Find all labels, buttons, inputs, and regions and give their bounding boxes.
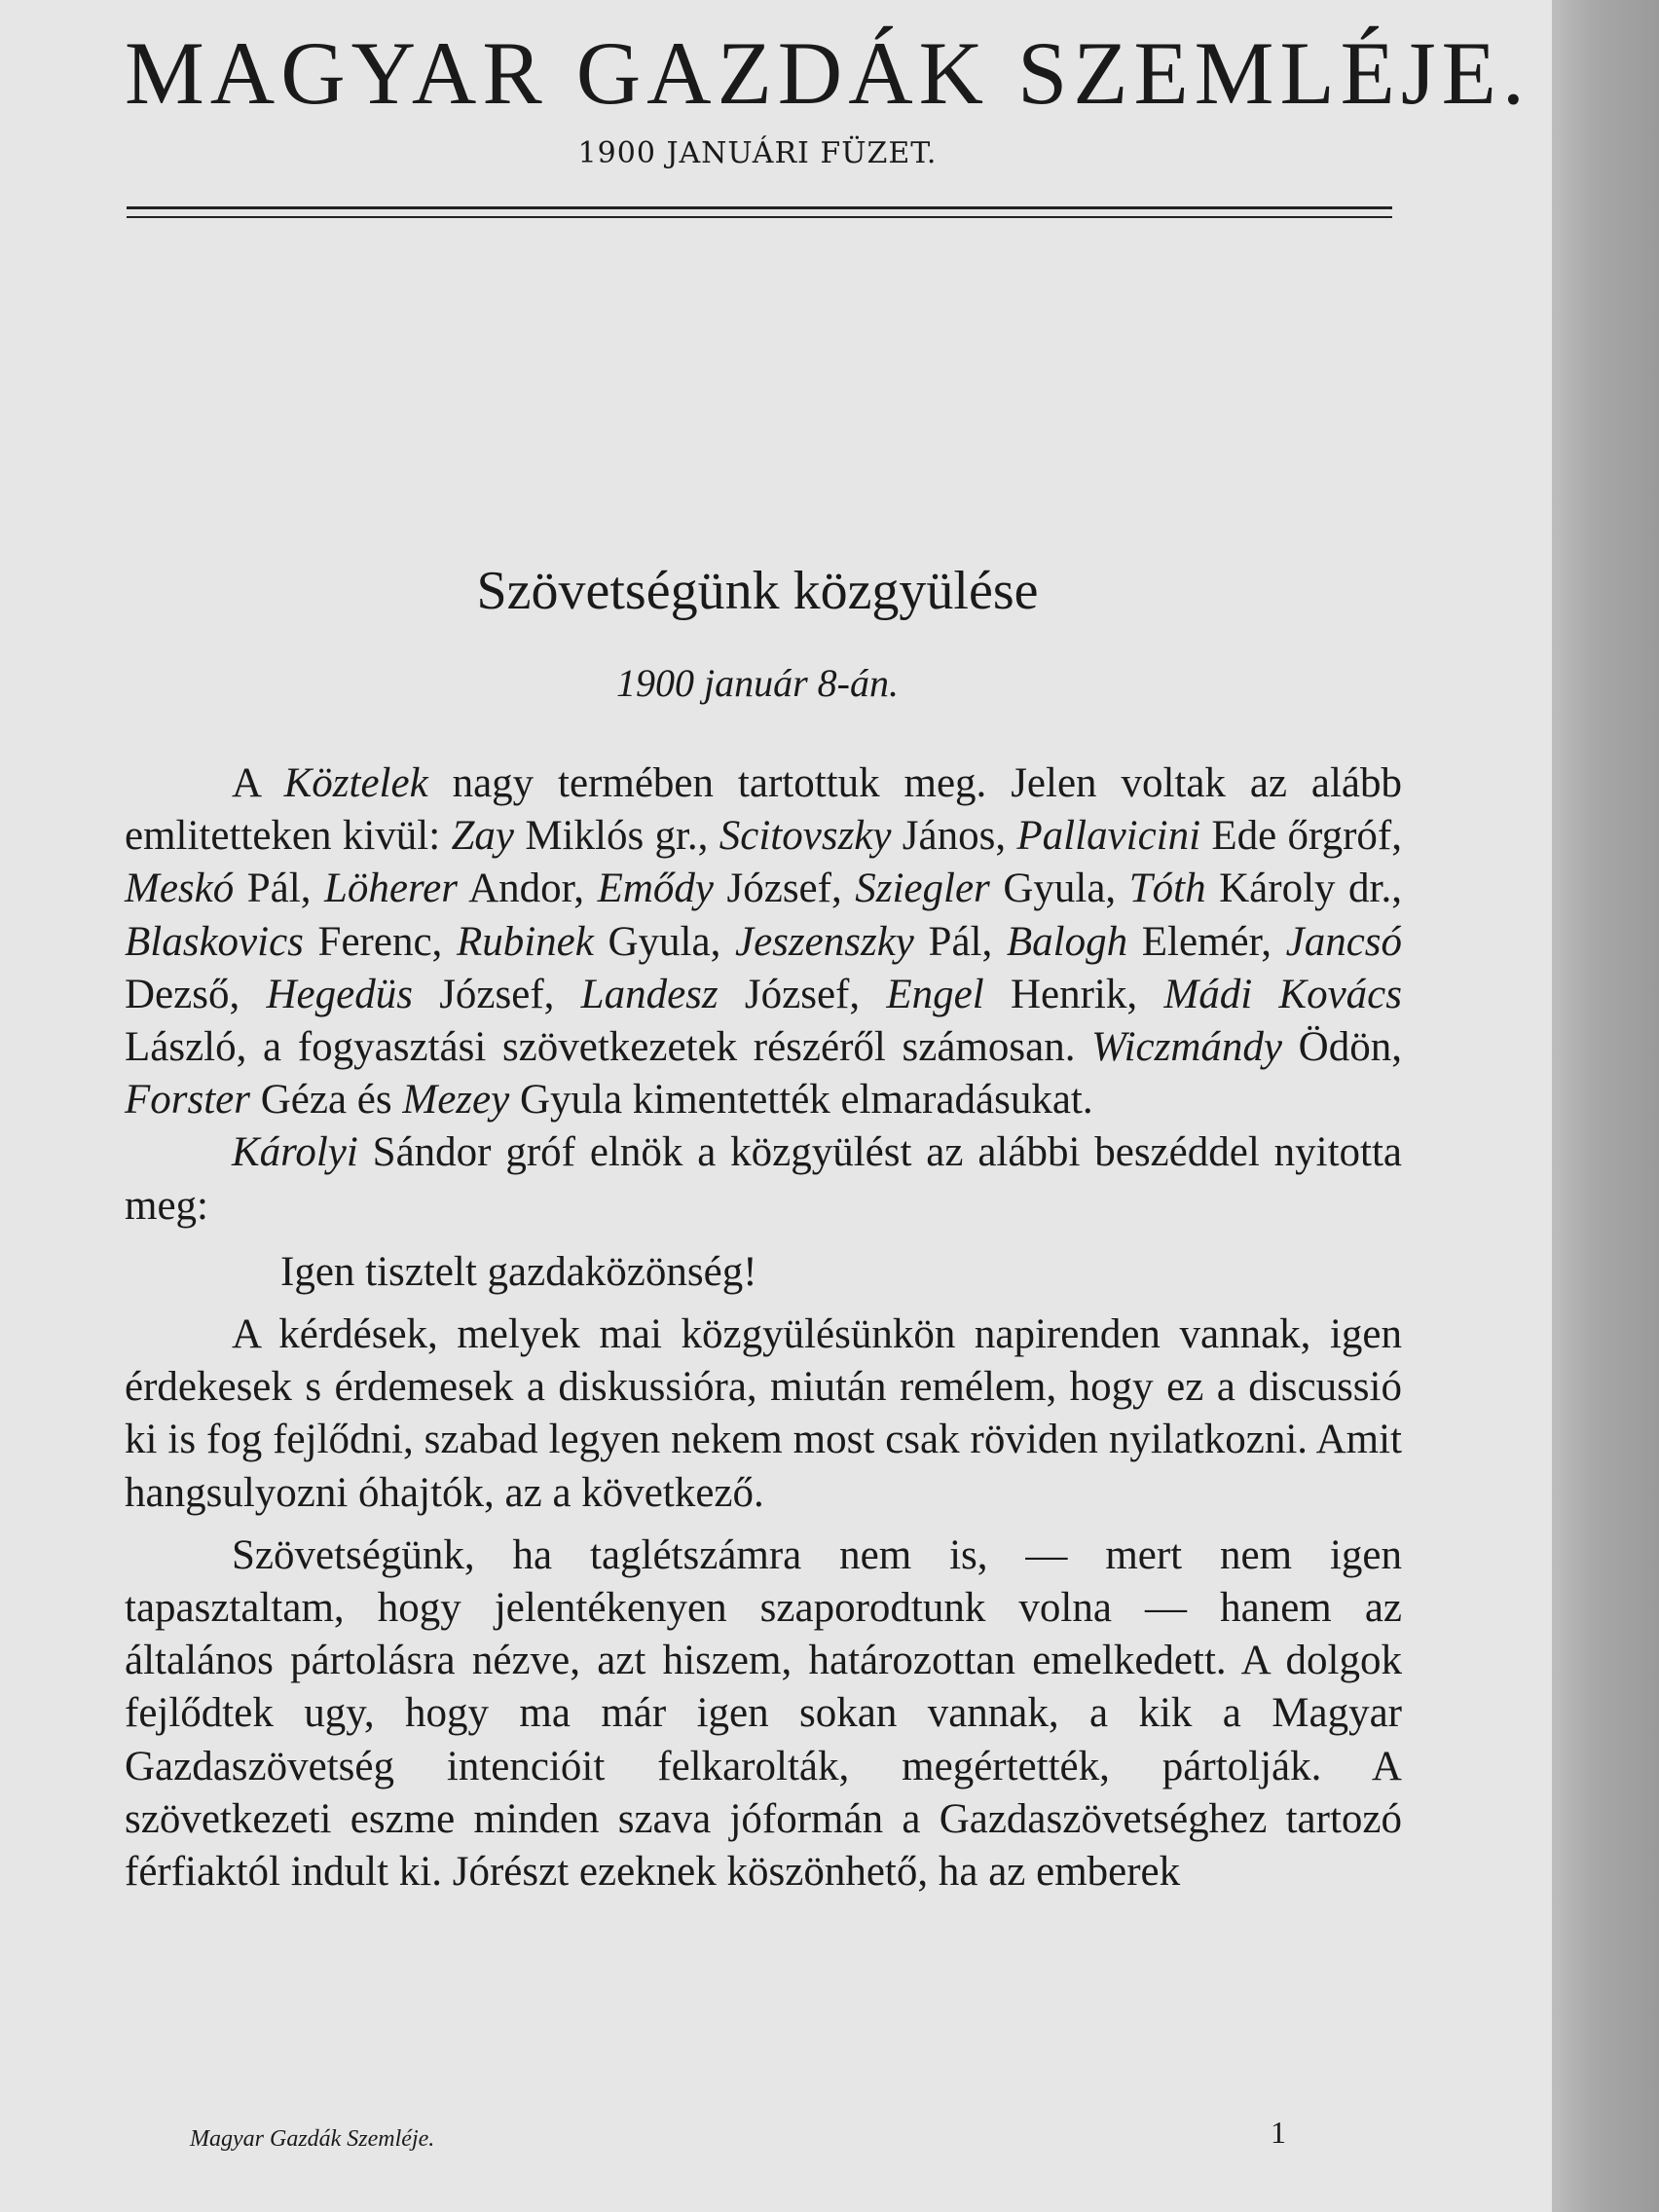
adjacent-page-edge — [1552, 0, 1659, 2212]
person-name: Jeszenszky — [735, 918, 914, 965]
header-rule-bottom — [127, 216, 1392, 218]
article-date: 1900 január 8-án. — [616, 661, 899, 705]
person-name: Rubinek — [456, 918, 594, 965]
page-number: 1 — [1271, 2115, 1286, 2150]
person-name: Zay — [451, 813, 514, 860]
person-name: Mezey — [402, 1077, 510, 1124]
person-name: Forster — [125, 1077, 250, 1124]
person-name: Mádi Kovács — [1163, 971, 1402, 1017]
person-name: Pallavicini — [1016, 813, 1201, 860]
speech-salutation: Igen tisztelt gazdaközönség! — [280, 1248, 757, 1295]
person-name: Emődy — [597, 866, 714, 912]
article-body — [125, 757, 1402, 1899]
speech-paragraph-1: A kérdések, melyek mai közgyülésünkön napirenden vannak, igen érdekesek s érdemesek a diskussióra, miután remélem, hogy ez a discussió ki is fog fejlődni, szabad legyen nekem most csak röviden nyilatkozni. Amit hangsulyozni óhajtók, az a következő. — [125, 1311, 1402, 1516]
header-rule-top — [127, 206, 1392, 209]
person-name: Engel — [886, 971, 984, 1017]
person-name: Blaskovics — [125, 918, 304, 965]
person-name: Scitovszky — [719, 813, 892, 860]
paragraph-opening: Károlyi Sándor gróf elnök a közgyülést az alábbi beszéddel nyitotta meg: — [125, 1129, 1402, 1229]
issue-line: 1900 JANUÁRI FÜZET. — [577, 136, 938, 170]
article-title: Szövetségünk közgyülése — [476, 561, 1039, 621]
person-name: Balogh — [1006, 918, 1128, 965]
person-name: Károlyi — [232, 1129, 358, 1176]
journal-title: MAGYAR GAZDÁK SZEMLÉJE. — [125, 23, 1530, 123]
person-name: Sziegler — [855, 866, 990, 912]
person-name: Löherer — [324, 866, 458, 912]
person-name: Jancsó — [1285, 918, 1403, 965]
person-name: Tóth — [1128, 866, 1206, 912]
speech-paragraph-2: Szövetségünk, ha taglétszámra nem is, — mert nem igen tapasztaltam, hogy jelentékenyen szaporodtunk volna — hanem az általános pártolásra nézve, azt hiszem, határozottan emelkedett. A dolgok fejlődtek ugy, hogy ma már igen sokan vannak, a kik a Magyar Gazdaszövetség intencióit felkarolták, megértették, pártolják. A szövetkezeti eszme minden szava jóformán a Gazdaszövetséghez tartozó férfiaktól indult ki. Jórészt ezeknek köszönhető, ha az emberek — [125, 1531, 1402, 1896]
person-name: Köztelek — [283, 760, 428, 806]
person-name: Meskó — [125, 866, 235, 912]
paragraph-attendees: A Köztelek nagy termében tartottuk meg. Jelen voltak az alább emlitetteken kivül: Zay Miklós gr., Scitovszky János, Pallavicini Ede őrgróf, Meskó Pál, Löherer Andor, Emődy József, Sziegler Gyula, Tóth Károly dr., Blaskovics Ferenc, Rubinek Gyula, Jeszenszky Pál, Balogh Elemér, Jancsó Dezső, Hegedüs József, Landesz József, Engel Henrik, Mádi Kovács László, a fogyasztási szövetkezetek részéről számosan. Wiczmándy Ödön, Forster Géza és Mezey Gyula kimentették elmaradásukat. — [125, 760, 1403, 1124]
running-footer-title: Magyar Gazdák Szemléje. — [190, 2126, 435, 2152]
person-name: Landesz — [580, 971, 719, 1017]
person-name: Hegedüs — [266, 971, 413, 1017]
person-name: Wiczmándy — [1091, 1024, 1282, 1071]
